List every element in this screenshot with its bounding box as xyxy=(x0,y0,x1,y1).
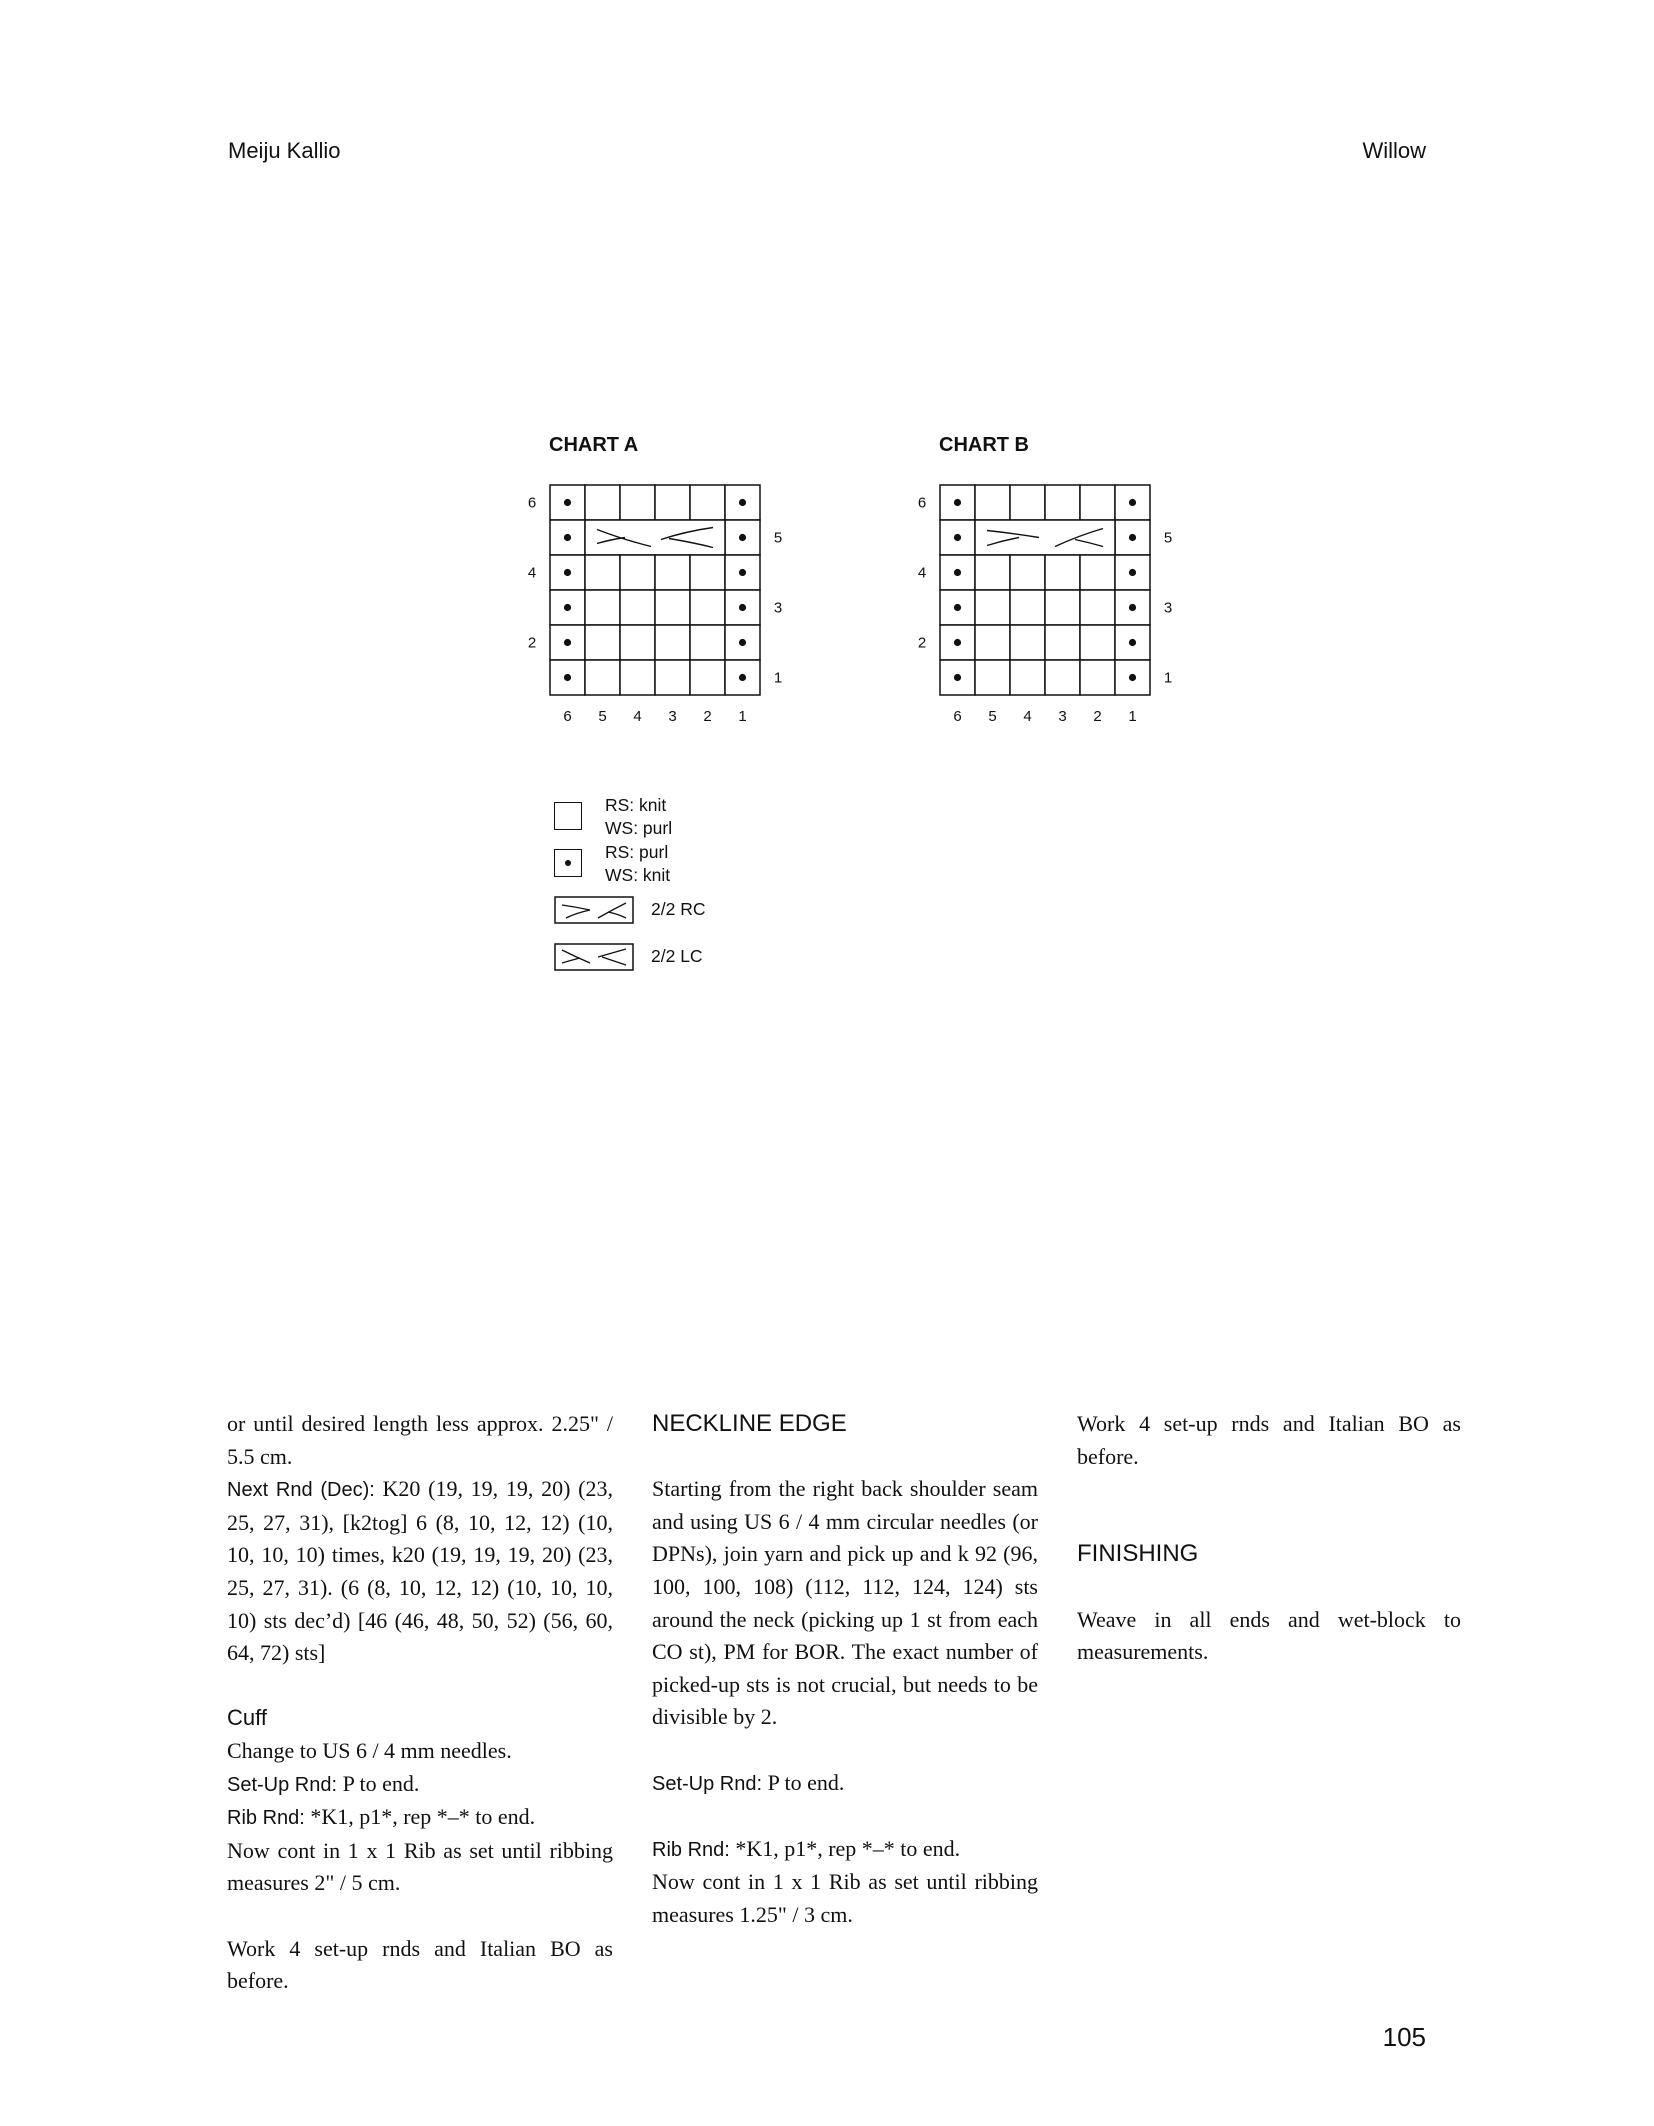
chart-a-cell xyxy=(620,625,655,660)
chart-b-row-label-5: 5 xyxy=(1163,529,1173,547)
chart-a-cell xyxy=(655,660,690,695)
chart-a-cell xyxy=(690,660,725,695)
chart-a-purl-dot xyxy=(564,639,571,646)
chart-a-title: CHART A xyxy=(549,434,639,456)
chart-a-row-label-6: 6 xyxy=(527,494,537,512)
rib-label: Rib Rnd: xyxy=(227,1807,305,1830)
chart-b-cell xyxy=(1080,590,1115,625)
chart-b-col-label-6: 6 xyxy=(953,708,962,725)
text-column-2 xyxy=(652,1408,1038,1932)
chart-a-purl-dot xyxy=(739,499,746,506)
col2-rib xyxy=(652,1833,1038,1867)
rc-cable-symbol xyxy=(554,896,634,924)
chart-b-cell xyxy=(975,590,1010,625)
chart-a-cell xyxy=(620,485,655,520)
chart-a-cell xyxy=(620,590,655,625)
chart-b-cable-cell xyxy=(975,520,1115,555)
col2-setup xyxy=(652,1767,1038,1801)
chart-b-cell xyxy=(1010,555,1045,590)
chart-a-row-label-2: 2 xyxy=(527,634,537,652)
chart-b-purl-dot xyxy=(1129,639,1136,646)
chart-b-row-label-1: 1 xyxy=(1163,669,1173,687)
chart-a-row-label-3: 3 xyxy=(773,599,783,617)
chart-b-row-label-4: 4 xyxy=(917,564,927,582)
neckline-heading: NECKLINE EDGE xyxy=(652,1410,847,1437)
chart-a-col-label-2: 2 xyxy=(703,708,712,725)
chart-a-purl-dot xyxy=(564,569,571,576)
chart-a-grid xyxy=(510,480,810,740)
chart-a-cell xyxy=(690,485,725,520)
chart-b-purl-dot xyxy=(1129,534,1136,541)
col1-rib xyxy=(227,1801,613,1835)
chart-b-col-label-3: 3 xyxy=(1058,708,1067,725)
chart-b-cell xyxy=(1010,625,1045,660)
chart-a-purl-dot xyxy=(564,604,571,611)
chart-b-cell xyxy=(975,660,1010,695)
cuff-change: Change to US 6 / 4 mm needles. xyxy=(227,1737,512,1763)
chart-a-cell xyxy=(620,555,655,590)
finishing-paragraph: Weave in all ends and wet-block to measurements. xyxy=(1077,1606,1461,1665)
chart-b-cell xyxy=(1010,660,1045,695)
chart-a-col-label-4: 4 xyxy=(633,708,642,725)
chart-b-cell xyxy=(1045,555,1080,590)
text-column-3 xyxy=(1077,1408,1461,1669)
setup-label: Set-Up Rnd: xyxy=(652,1772,763,1795)
chart-a-cell xyxy=(585,660,620,695)
chart-a-cell xyxy=(620,660,655,695)
setup-label: Set-Up Rnd: xyxy=(227,1773,338,1796)
running-header-author: Meiju Kallio xyxy=(228,138,341,163)
chart-a-purl-dot xyxy=(564,674,571,681)
chart-b-purl-dot xyxy=(954,639,961,646)
chart-b-cell xyxy=(1080,485,1115,520)
rib-label: Rib Rnd: xyxy=(652,1838,730,1861)
chart-a-row-label-5: 5 xyxy=(773,529,783,547)
chart-b-cell xyxy=(1080,660,1115,695)
setup-text: P to end. xyxy=(337,1770,420,1796)
text-column-1 xyxy=(227,1408,613,1998)
knit-symbol xyxy=(554,802,582,830)
cuff-heading: Cuff xyxy=(227,1705,267,1731)
chart-b-cell xyxy=(1080,555,1115,590)
chart-b-row-label-6: 6 xyxy=(917,494,927,512)
dec-text: K20 (19, 19, 19, 20) (23, 25, 27, 31), [k2tog] 6 (8, 10, 12, 12) (10, 10, 10, 10) times, k20 (19, 19, 19, 20) (23, 25, 27, 31). (6 (8, 10, 12, 12) (10, 10, 10, 10) sts dec’d) [46 (46, 48, 50, 52) (56, 60, 64, 72) sts] xyxy=(227,1476,613,1666)
chart-a-purl-dot xyxy=(739,674,746,681)
legend-purl-line2: WS: knit xyxy=(605,865,671,885)
chart-a-cell xyxy=(585,625,620,660)
chart-a-cell xyxy=(690,625,725,660)
chart-a-cell xyxy=(690,555,725,590)
col1-rib-cont: Now cont in 1 x 1 Rib as set until ribbing measures 2" / 5 cm. xyxy=(227,1837,613,1896)
rib-text: *K1, p1*, rep *–* to end. xyxy=(304,1804,536,1830)
running-header-title: Willow xyxy=(1362,138,1426,163)
chart-b-grid xyxy=(900,480,1200,740)
chart-b-col-label-5: 5 xyxy=(988,708,997,725)
chart-b-col-label-2: 2 xyxy=(1093,708,1102,725)
chart-b-cell xyxy=(1080,625,1115,660)
chart-b-cell xyxy=(975,485,1010,520)
legend-knit-line1: RS: knit xyxy=(605,795,667,815)
chart-a-cell xyxy=(655,625,690,660)
chart-b-purl-dot xyxy=(954,534,961,541)
chart-a-cell xyxy=(655,555,690,590)
legend-lc-label: 2/2 LC xyxy=(651,946,703,966)
chart-a-row-label-1: 1 xyxy=(773,669,783,687)
chart-a-cell xyxy=(655,485,690,520)
chart-a-purl-dot xyxy=(739,639,746,646)
chart-b-cell xyxy=(1045,485,1080,520)
chart-b-col-label-4: 4 xyxy=(1023,708,1032,725)
chart-b-purl-dot xyxy=(954,569,961,576)
chart-b-cell xyxy=(1045,660,1080,695)
chart-a-row-label-4: 4 xyxy=(527,564,537,582)
chart-a-cell xyxy=(690,590,725,625)
chart-a-cell xyxy=(585,590,620,625)
legend-rc-label: 2/2 RC xyxy=(651,899,706,919)
chart-b-purl-dot xyxy=(954,499,961,506)
chart-b-cell xyxy=(1010,590,1045,625)
chart-a-purl-dot xyxy=(739,534,746,541)
chart-b-purl-dot xyxy=(1129,569,1136,576)
chart-a-purl-dot xyxy=(564,499,571,506)
lc-cable-symbol xyxy=(554,943,634,971)
setup-text: P to end. xyxy=(762,1769,845,1795)
chart-a-col-label-5: 5 xyxy=(598,708,607,725)
chart-a-purl-dot xyxy=(739,569,746,576)
chart-b-cell xyxy=(975,625,1010,660)
chart-b-title: CHART B xyxy=(939,434,1029,456)
chart-a-cable-cell xyxy=(585,520,725,555)
col3-work: Work 4 set-up rnds and Italian BO as before. xyxy=(1077,1411,1461,1469)
chart-b-col-label-1: 1 xyxy=(1128,708,1137,725)
neckline-paragraph: Starting from the right back shoulder seam and using US 6 / 4 mm circular needles (or DPNs), join yarn and pick up and k 92 (96, 100, 100, 108) (112, 112, 124, 124) sts around the neck (picking up 1 st from each CO st), PM for BOR. The exact number of picked-up sts is not crucial, but needs to be divisible by 2. xyxy=(652,1476,1038,1730)
chart-b-purl-dot xyxy=(954,604,961,611)
chart-b-cell xyxy=(1045,590,1080,625)
col1-setup xyxy=(227,1768,613,1802)
chart-b-cell xyxy=(975,555,1010,590)
chart-a-col-label-6: 6 xyxy=(563,708,572,725)
chart-a-purl-dot xyxy=(739,604,746,611)
col1-work: Work 4 set-up rnds and Italian BO as before. xyxy=(227,1935,613,1994)
rib-text: *K1, p1*, rep *–* to end. xyxy=(729,1835,961,1861)
chart-a-col-label-3: 3 xyxy=(668,708,677,725)
chart-a-purl-dot xyxy=(564,534,571,541)
finishing-heading: FINISHING xyxy=(1077,1540,1199,1568)
legend-knit-line2: WS: purl xyxy=(605,818,673,838)
chart-b-row-label-2: 2 xyxy=(917,634,927,652)
chart-a-cell xyxy=(585,485,620,520)
chart-b-row-label-3: 3 xyxy=(1163,599,1173,617)
chart-a-cell xyxy=(585,555,620,590)
legend-purl-line1: RS: purl xyxy=(605,842,669,862)
chart-b-purl-dot xyxy=(1129,674,1136,681)
chart-b-purl-dot xyxy=(1129,604,1136,611)
col1-dec-paragraph xyxy=(227,1473,613,1670)
chart-b-purl-dot xyxy=(1129,499,1136,506)
chart-a-cell xyxy=(655,590,690,625)
purl-symbol xyxy=(554,849,582,877)
chart-b-cell xyxy=(1010,485,1045,520)
chart-b-purl-dot xyxy=(954,674,961,681)
page-number: 105 xyxy=(1382,2022,1426,2052)
col2-rib-cont: Now cont in 1 x 1 Rib as set until ribbing measures 1.25" / 3 cm. xyxy=(652,1869,1038,1927)
chart-b-cell xyxy=(1045,625,1080,660)
col1-continuation: or until desired length less approx. 2.25" / 5.5 cm. xyxy=(227,1411,613,1469)
chart-a-col-label-1: 1 xyxy=(738,708,747,725)
dec-label: Next Rnd (Dec): xyxy=(227,1479,375,1502)
